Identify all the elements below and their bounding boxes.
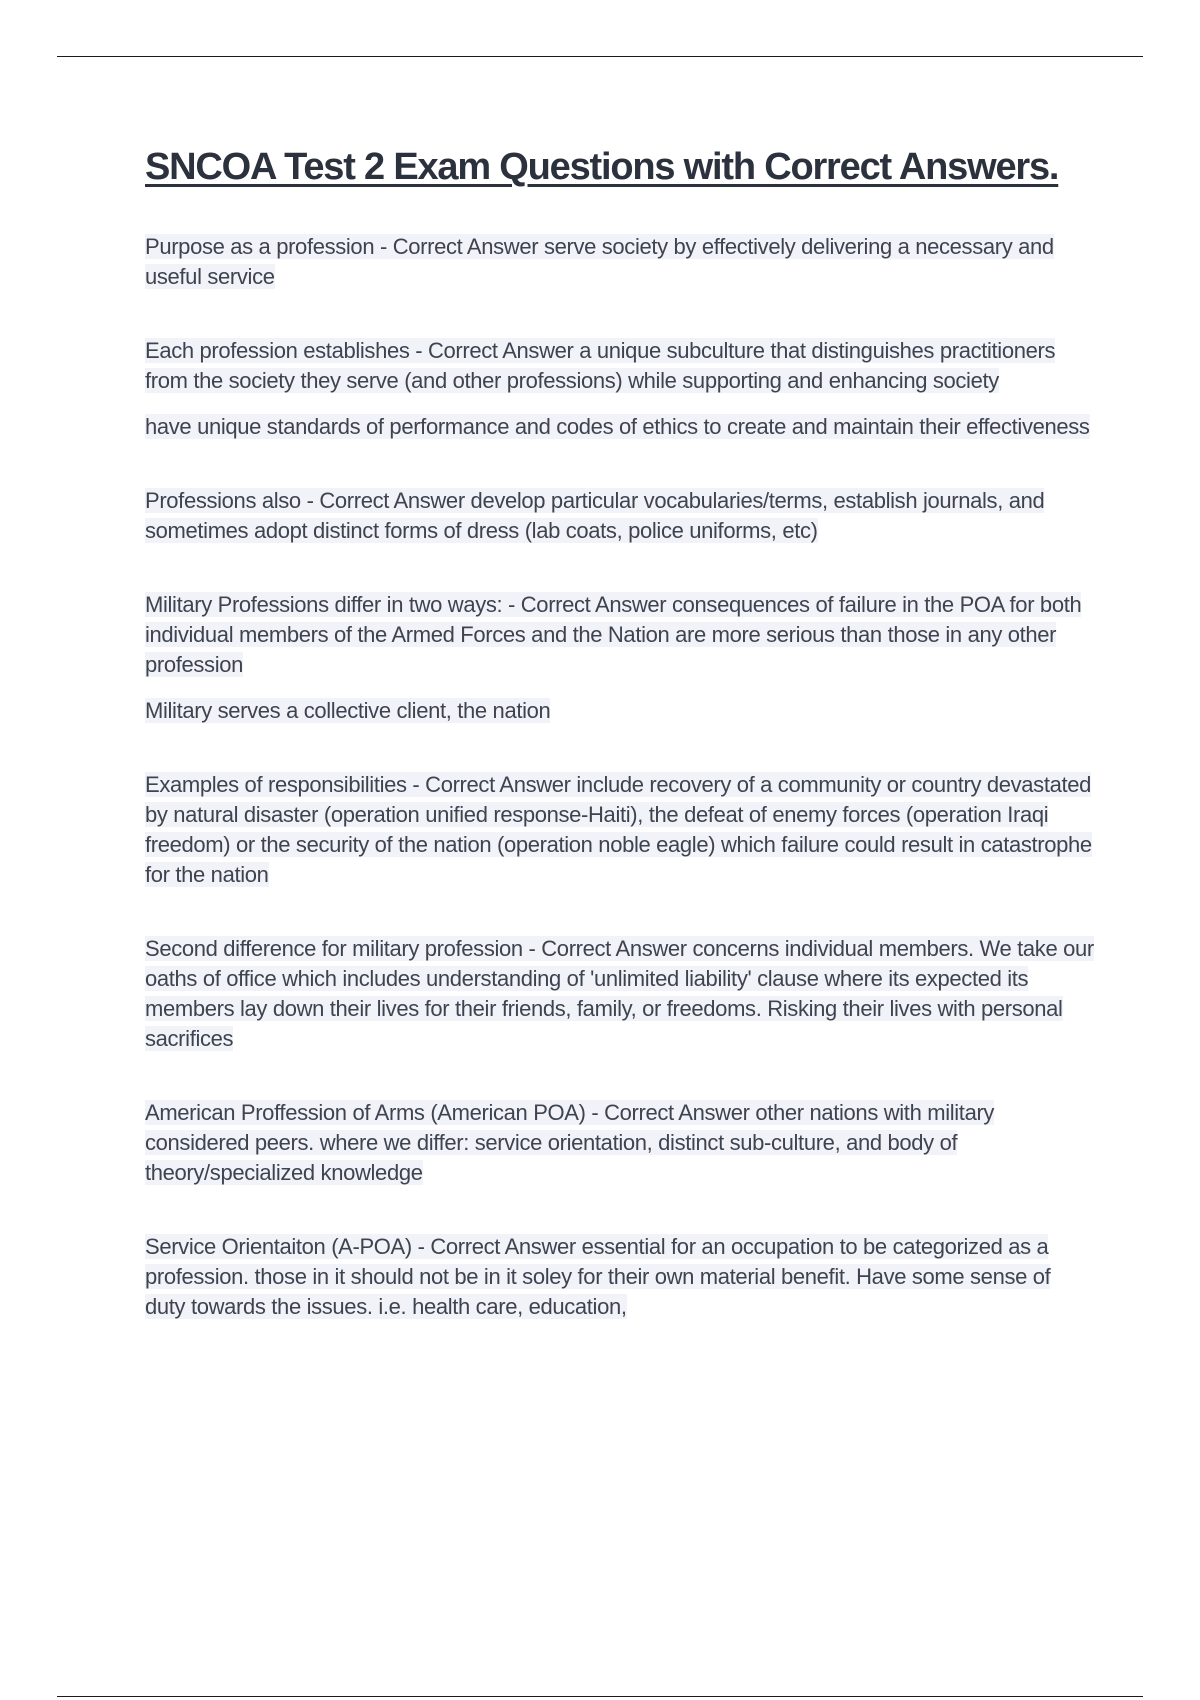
qa-paragraph: American Proffession of Arms (American POA) - Correct Answer other nations with military considered peers. where we differ: service orientation, distinct sub-culture, and body of theory/specialized knowledge	[145, 1100, 995, 1185]
qa-entry-professions-also	[145, 486, 1095, 546]
qa-paragraph: Service Orientaiton (A-POA) - Correct Answer essential for an occupation to be categorized as a profession. those in it should not be in it soley for their own material benefit. Have some sense of duty towards the issues. i.e. health care, education,	[145, 1234, 1051, 1319]
qa-paragraph: Second difference for military profession - Correct Answer concerns individual members. We take our oaths of office which includes understanding of 'unlimited liability' clause where its expected its members lay down their lives for their friends, family, or freedoms. Risking their lives with personal sacrifices	[145, 936, 1094, 1051]
qa-entry-purpose	[145, 232, 1095, 292]
qa-paragraph: Military Professions differ in two ways: - Correct Answer consequences of failure in the POA for both individual members of the Armed Forces and the Nation are more serious than those in any other profession	[145, 592, 1082, 677]
qa-list	[145, 232, 1095, 1322]
bottom-rule	[57, 1696, 1143, 1697]
qa-paragraph: Each profession establishes - Correct Answer a unique subculture that distinguishes practitioners from the society they serve (and other professions) while supporting and enhancing society	[145, 338, 1056, 393]
document-body	[145, 142, 1095, 1366]
qa-paragraph: have unique standards of performance and codes of ethics to create and maintain their effectiveness	[145, 414, 1090, 439]
top-rule	[57, 56, 1143, 57]
qa-paragraph: Purpose as a profession - Correct Answer serve society by effectively delivering a necessary and useful service	[145, 234, 1054, 289]
qa-paragraph: Professions also - Correct Answer develop particular vocabularies/terms, establish journals, and sometimes adopt distinct forms of dress (lab coats, police uniforms, etc)	[145, 488, 1045, 543]
qa-entry-second-difference	[145, 934, 1095, 1054]
document-title: SNCOA Test 2 Exam Questions with Correct Answers.	[145, 146, 1059, 188]
qa-entry-each-profession	[145, 336, 1095, 442]
qa-paragraph: Examples of responsibilities - Correct Answer include recovery of a community or country devastated by natural disaster (operation unified response-Haiti), the defeat of enemy forces (operation Iraqi freedom) or the security of the nation (operation noble eagle) which failure could result in catastrophe for the nation	[145, 772, 1092, 887]
qa-entry-service-orientation	[145, 1232, 1095, 1322]
qa-paragraph: Military serves a collective client, the nation	[145, 698, 551, 723]
qa-entry-examples	[145, 770, 1095, 890]
qa-entry-american-poa	[145, 1098, 1095, 1188]
qa-entry-military-professions	[145, 590, 1095, 726]
